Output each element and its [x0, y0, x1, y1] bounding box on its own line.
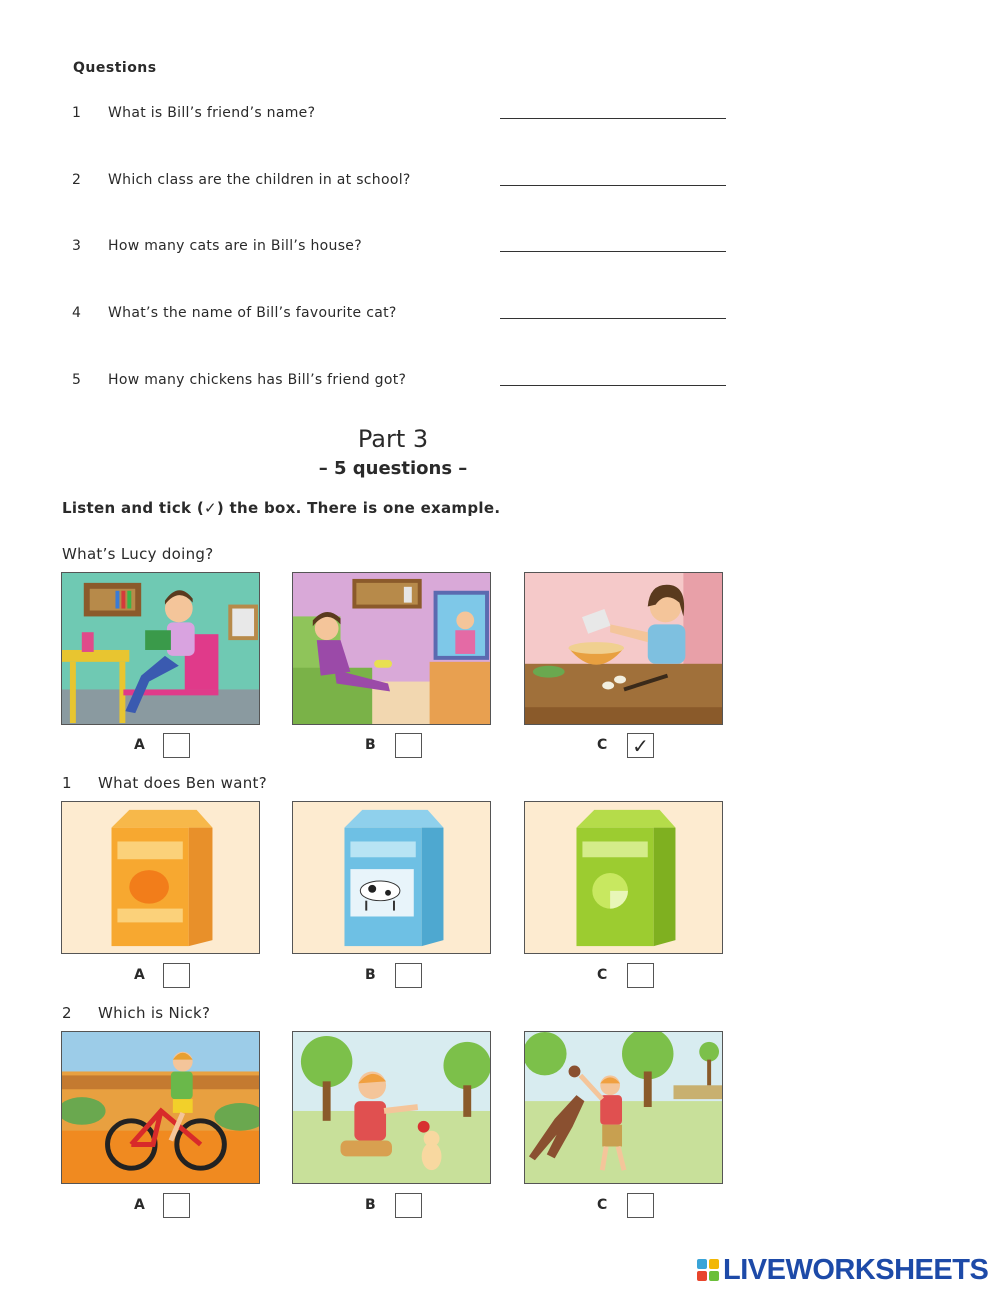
option-letter: C [597, 967, 608, 983]
option-image-girl-reading-book [61, 572, 260, 725]
question-number: 4 [72, 305, 81, 321]
answer-field-1[interactable] [500, 100, 726, 119]
option-image-woman-baking [524, 572, 723, 725]
question-text: How many cats are in Bill’s house? [108, 238, 362, 254]
logo-text: LIVEWORKSHEETS [723, 1253, 989, 1286]
question-number: 2 [72, 172, 81, 188]
logo-cubes-icon [697, 1259, 719, 1281]
liveworksheets-logo [697, 1254, 988, 1286]
question-text: What’s the name of Bill’s favourite cat? [108, 305, 397, 321]
tick-box-q1-c[interactable] [627, 963, 654, 988]
question-number: 2 [62, 1004, 72, 1022]
part-subtitle: – 5 questions – [318, 458, 468, 479]
question-text: Which is Nick? [98, 1004, 211, 1022]
option-image-lime-juice-carton [524, 801, 723, 954]
question-text: How many chickens has Bill’s friend got? [108, 372, 407, 388]
question-number: 1 [62, 774, 72, 792]
option-image-boy-riding-bike [61, 1031, 260, 1184]
question-number: 5 [72, 372, 81, 388]
tick-box-example-c[interactable]: ✓ [627, 733, 654, 758]
tick-box-q1-a[interactable] [163, 963, 190, 988]
option-letter: C [597, 737, 608, 753]
answer-field-5[interactable] [500, 367, 726, 386]
option-letter: A [134, 1197, 145, 1213]
option-image-orange-juice-carton [61, 801, 260, 954]
answer-field-3[interactable] [500, 233, 726, 252]
option-letter: A [134, 967, 145, 983]
question-number: 3 [72, 238, 81, 254]
tick-box-example-b[interactable] [395, 733, 422, 758]
question-text: Which class are the children in at school? [108, 172, 411, 188]
option-letter: B [365, 737, 376, 753]
answer-field-4[interactable] [500, 300, 726, 319]
tick-box-q2-b[interactable] [395, 1193, 422, 1218]
tick-box-example-a[interactable] [163, 733, 190, 758]
tick-box-q2-c[interactable] [627, 1193, 654, 1218]
tick-box-q2-a[interactable] [163, 1193, 190, 1218]
option-letter: C [597, 1197, 608, 1213]
option-letter: B [365, 1197, 376, 1213]
question-text: What is Bill’s friend’s name? [108, 105, 316, 121]
questions-heading: Questions [73, 60, 157, 76]
option-image-boy-playing-with-dog [524, 1031, 723, 1184]
question-text: What does Ben want? [98, 774, 267, 792]
option-image-boy-playing-with-cat [292, 1031, 491, 1184]
answer-field-2[interactable] [500, 167, 726, 186]
option-image-girl-watching-tv [292, 572, 491, 725]
example-question: What’s Lucy doing? [62, 545, 214, 563]
instruction: Listen and tick (✓) the box. There is one example. [62, 499, 501, 517]
option-letter: A [134, 737, 145, 753]
part-title: Part 3 [357, 425, 429, 453]
option-letter: B [365, 967, 376, 983]
tick-box-q1-b[interactable] [395, 963, 422, 988]
question-number: 1 [72, 105, 81, 121]
option-image-milk-carton [292, 801, 491, 954]
